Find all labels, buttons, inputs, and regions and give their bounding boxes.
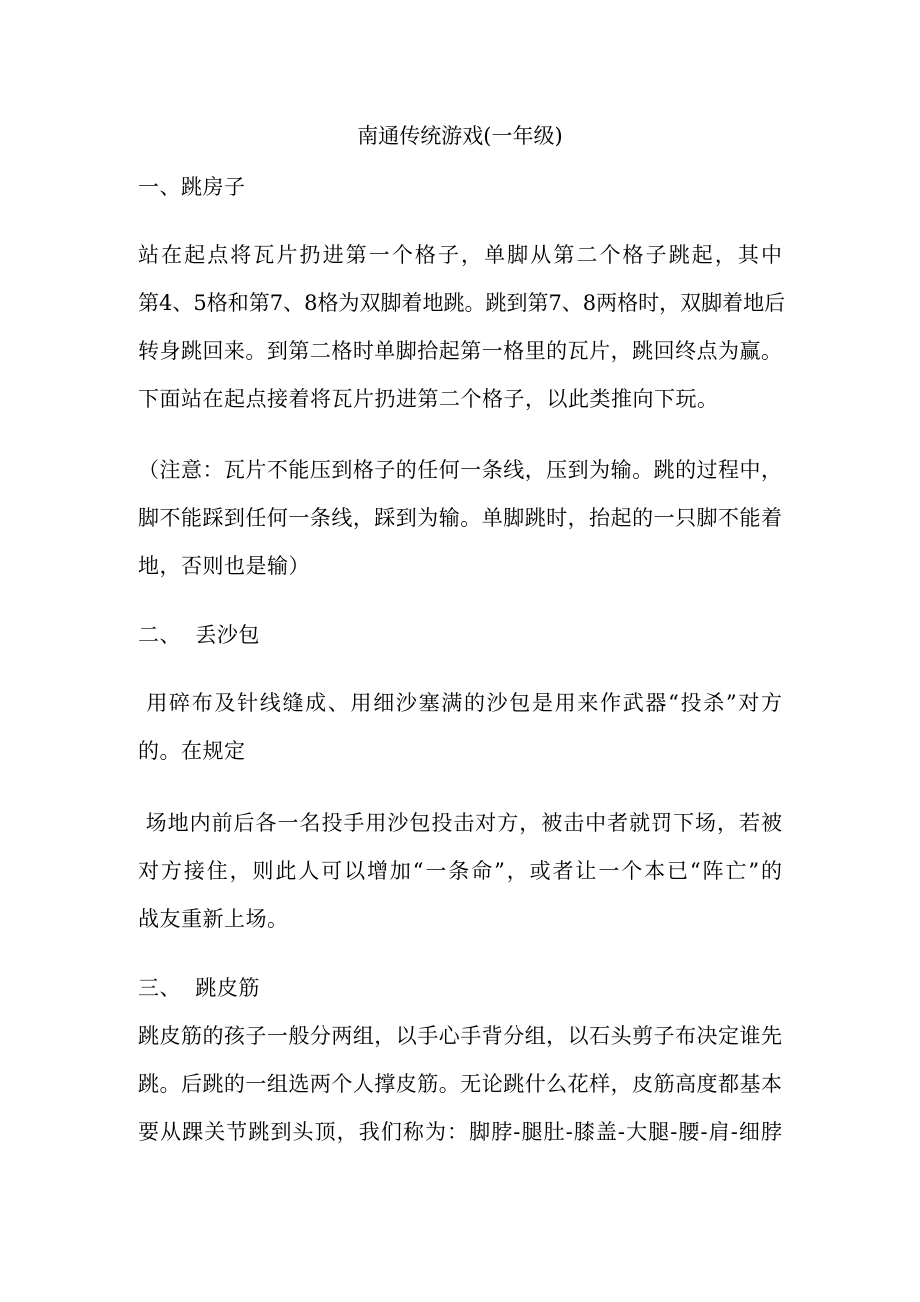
paragraph-line: 跳。后跳的一组选两个人撑皮筋。无论跳什么花样，皮筋高度都基本 (138, 1072, 782, 1096)
paragraph-line: 跳皮筋的孩子一般分两组，以手心手背分组，以石头剪子布决定谁先 (138, 1024, 782, 1048)
section-heading-hopscotch: 一、跳房子 (138, 175, 246, 199)
paragraph-line: 要从踝关节跳到头顶，我们称为：脚脖-腿肚-膝盖-大腿-腰-肩-细脖 (138, 1120, 782, 1144)
paragraph-line: 对方接住，则此人可以增加“一条命”，或者让一个本已“阵亡”的 (138, 859, 782, 883)
paragraph-line: 场地内前后各一名投手用沙包投击对方，被击中者就罚下场，若被 (138, 811, 782, 835)
paragraph-line: 的。在规定 (138, 739, 246, 763)
paragraph-line: 战友重新上场。 (138, 907, 289, 931)
paragraph-line: 用碎布及针线缝成、用细沙塞满的沙包是用来作武器“投杀”对方 (138, 691, 782, 715)
paragraph-line: 第4、5格和第7、8格为双脚着地跳。跳到第7、8两格时，双脚着地后 (138, 291, 786, 315)
note-line: （注意：瓦片不能压到格子的任何一条线，压到为输。跳的过程中， (138, 458, 782, 482)
section-heading-sandbag: 二、 丢沙包 (138, 623, 260, 647)
note-line: 脚不能踩到任何一条线，踩到为输。单脚跳时，抬起的一只脚不能着 (138, 506, 782, 530)
paragraph-line: 站在起点将瓦片扔进第一个格子，单脚从第二个格子跳起，其中 (138, 243, 782, 267)
note-line: 地，否则也是输） (138, 554, 310, 578)
paragraph-line: 下面站在起点接着将瓦片扔进第二个格子，以此类推向下玩。 (138, 387, 719, 411)
document-title: 南通传统游戏(一年级) (357, 124, 563, 148)
paragraph-line: 转身跳回来。到第二格时单脚拾起第一格里的瓦片，跳回终点为赢。 (138, 339, 782, 363)
section-heading-rubber-band: 三、 跳皮筋 (138, 976, 260, 1000)
